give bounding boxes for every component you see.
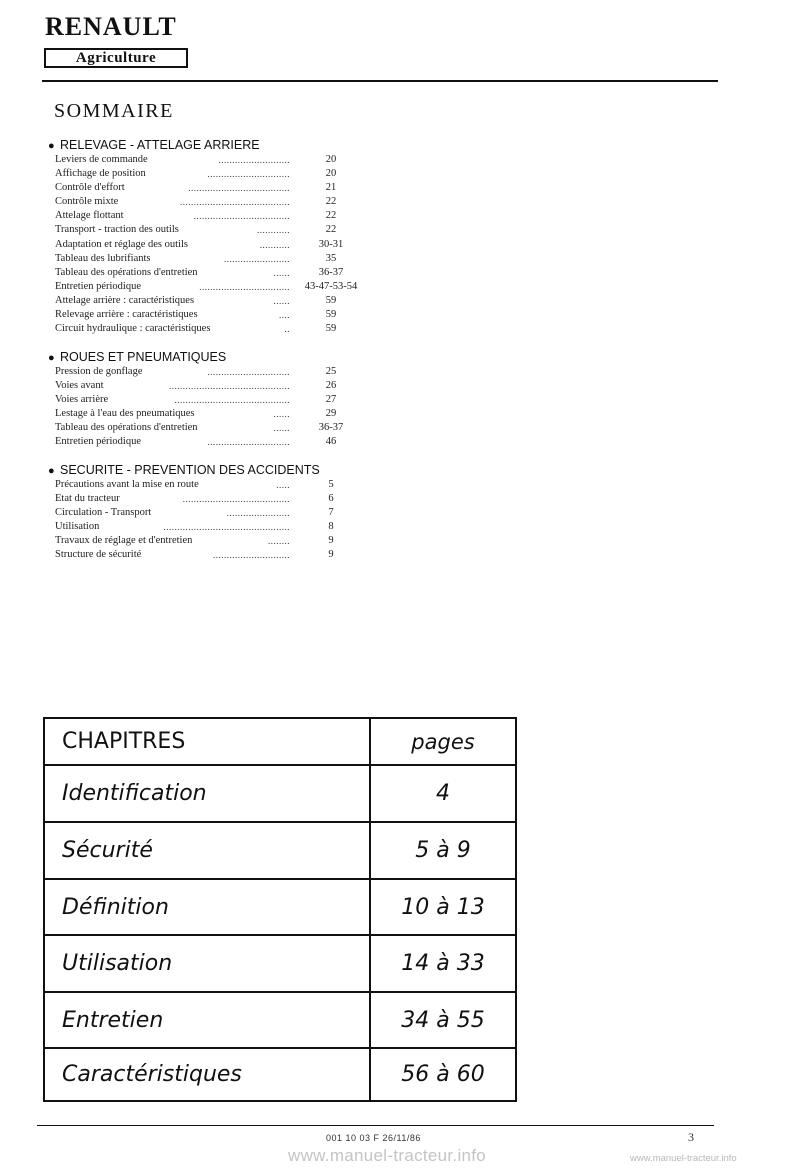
- toc-leader-dots: ..............................: [207, 437, 290, 448]
- toc-entry[interactable]: [48, 238, 348, 252]
- toc-entry-label: Circuit hydraulique : caractéristiques: [55, 323, 211, 335]
- toc-entry-label: Transport - traction des outils: [55, 224, 179, 236]
- toc-leader-dots: ........................: [224, 253, 290, 264]
- bullet-icon: ●: [48, 140, 55, 152]
- toc-entry-page: 27: [325, 394, 337, 406]
- toc-entry[interactable]: [48, 209, 348, 223]
- toc-leader-dots: ......: [273, 423, 290, 434]
- toc-entry-label: Précautions avant la mise en route: [55, 479, 199, 490]
- section-heading: ● ROUES ET PNEUMATIQUES: [48, 350, 227, 364]
- toc-entry-label: Entretien périodique: [55, 436, 142, 448]
- toc-entry-page: 43-47-53-54: [304, 280, 358, 292]
- toc-entry-label: Lestage à l'eau des pneumatiques: [55, 408, 195, 420]
- toc-entry-page: 29: [325, 408, 337, 420]
- toc-entry-label: Adaptation et réglage des outils: [55, 238, 188, 250]
- toc-entry[interactable]: [48, 181, 348, 195]
- toc-entry-page: 25: [325, 366, 337, 377]
- toc-entry-label: Affichage de position: [55, 168, 146, 180]
- toc-entry[interactable]: [48, 506, 348, 520]
- toc-entry-page: 5: [328, 479, 334, 490]
- toc-entry[interactable]: [48, 520, 348, 534]
- toc-leader-dots: ..: [284, 324, 290, 335]
- toc-entry[interactable]: [48, 266, 348, 280]
- toc-entry[interactable]: [48, 223, 348, 237]
- footer-rule: [37, 1125, 714, 1126]
- toc-entry-label: Etat du tracteur: [55, 493, 120, 505]
- chapter-name: Entretien: [45, 993, 371, 1047]
- chapter-pages: 4: [436, 781, 450, 806]
- toc-entry-label: Structure de sécurité: [55, 549, 142, 561]
- toc-entry-label: Relevage arrière : caractéristiques: [55, 309, 198, 321]
- toc-entry[interactable]: [48, 421, 348, 435]
- toc-entry[interactable]: [48, 365, 348, 379]
- toc-entry-label: Voies arrière: [55, 394, 109, 406]
- toc-entry[interactable]: [48, 548, 348, 562]
- toc-entry-page: 22: [325, 224, 337, 236]
- brand-division-box: Agriculture: [44, 48, 188, 68]
- toc-entry-label: Contrôle d'effort: [55, 182, 125, 194]
- watermark-url-small[interactable]: www.manuel-tracteur.info: [630, 1153, 737, 1164]
- toc-entry-page: 20: [325, 154, 337, 165]
- page-number: 3: [688, 1130, 694, 1144]
- toc-leader-dots: ......: [273, 295, 290, 306]
- toc-entry-label: Attelage arrière : caractéristiques: [55, 294, 195, 306]
- toc-leader-dots: ..............................: [207, 169, 290, 180]
- toc-entry[interactable]: [48, 308, 348, 322]
- toc-entry-page: 30-31: [318, 238, 344, 250]
- section-heading: ● SECURITE - PREVENTION DES ACCIDENTS: [48, 463, 320, 477]
- summary-title: SOMMAIRE: [54, 100, 174, 122]
- chapter-pages: 5 à 9: [415, 838, 471, 863]
- toc-entry-label: Tableau des opérations d'entretien: [55, 422, 198, 434]
- toc-entry-page: 59: [325, 294, 337, 306]
- toc-entry[interactable]: [48, 393, 348, 407]
- toc-entry-label: Tableau des opérations d'entretien: [55, 266, 198, 278]
- document-reference: 001 10 03 F 26/11/86: [326, 1133, 421, 1143]
- toc-entry-page: 46: [325, 436, 337, 448]
- toc-entry[interactable]: [48, 407, 348, 421]
- toc-leader-dots: ............................: [213, 550, 290, 561]
- toc-leader-dots: ............: [257, 225, 290, 236]
- chapter-name: Sécurité: [45, 823, 371, 878]
- chapter-name: Identification: [45, 766, 371, 821]
- toc-entry-label: Pression de gonflage: [55, 366, 143, 377]
- toc-entry-page: 26: [325, 380, 337, 392]
- toc-entry-label: Circulation - Transport: [55, 507, 152, 519]
- toc-entry[interactable]: [48, 252, 348, 266]
- chapter-row-identification[interactable]: [45, 766, 515, 823]
- toc-entry-label: Attelage flottant: [55, 210, 124, 222]
- toc-leader-dots: .....................................: [188, 183, 290, 194]
- toc-entry[interactable]: [48, 153, 348, 167]
- toc-entry[interactable]: [48, 294, 348, 308]
- toc-entry-page: 6: [328, 493, 334, 505]
- header-rule: [42, 80, 718, 82]
- toc-entry[interactable]: [48, 492, 348, 506]
- toc-leader-dots: .......................: [226, 508, 290, 519]
- chapter-row-caracteristiques[interactable]: [45, 1049, 515, 1100]
- chapter-pages: 14 à 33: [401, 951, 485, 976]
- toc-entry-label: Tableau des lubrifiants: [55, 252, 151, 264]
- toc-entry[interactable]: [48, 167, 348, 181]
- chapter-row-utilisation[interactable]: [45, 936, 515, 993]
- toc-entry-label: Leviers de commande: [55, 154, 148, 165]
- toc-leader-dots: ...................................: [193, 211, 290, 222]
- toc-leader-dots: ............................................: [169, 381, 290, 392]
- section-roues: [48, 349, 348, 450]
- toc-entry[interactable]: [48, 379, 348, 393]
- toc-leader-dots: .......................................: [182, 494, 290, 505]
- toc-leader-dots: ........................................: [180, 197, 290, 208]
- toc-entry-page: 7: [328, 507, 334, 519]
- chapter-row-entretien[interactable]: [45, 993, 515, 1049]
- bullet-icon: ●: [48, 352, 55, 364]
- chapters-table: [43, 717, 517, 1102]
- watermark-url[interactable]: www.manuel-tracteur.info: [288, 1146, 487, 1165]
- toc-entry[interactable]: [48, 478, 348, 492]
- toc-leader-dots: ..........................................: [174, 395, 290, 406]
- chapter-pages: 34 à 55: [401, 1007, 485, 1033]
- chapter-pages: 56 à 60: [401, 1062, 485, 1087]
- toc-entry-page: 59: [325, 323, 337, 335]
- toc-entry-page: 20: [325, 168, 337, 180]
- section-relevage: [48, 137, 358, 336]
- toc-leader-dots: ..........................: [218, 155, 290, 165]
- toc-leader-dots: .....: [276, 480, 290, 490]
- toc-leader-dots: ........: [268, 536, 290, 547]
- toc-entry[interactable]: [48, 534, 348, 548]
- toc-entry-label: Voies avant: [55, 380, 104, 392]
- chapter-pages: 10 à 13: [401, 894, 485, 920]
- bullet-icon: ●: [48, 465, 55, 477]
- toc-leader-dots: ...........: [259, 239, 290, 250]
- chapters-header-row: [45, 719, 515, 766]
- toc-leader-dots: ....: [279, 310, 290, 321]
- toc-entry-label: Utilisation: [55, 521, 100, 533]
- brand-name: RENAULT: [45, 12, 177, 41]
- toc-entry-page: 22: [325, 210, 337, 222]
- toc-entry-page: 8: [328, 521, 334, 533]
- toc-entry[interactable]: [48, 435, 348, 449]
- chapter-name: Caractéristiques: [45, 1049, 371, 1100]
- toc-leader-dots: .................................: [199, 281, 290, 292]
- toc-leader-dots: ..............................: [207, 367, 290, 377]
- toc-leader-dots: ..............................................: [163, 522, 290, 533]
- chapter-name: Définition: [45, 880, 371, 934]
- chapter-row-securite[interactable]: [45, 823, 515, 880]
- toc-entry-page: 36-37: [318, 422, 344, 434]
- toc-entry-page: 21: [325, 182, 337, 194]
- toc-leader-dots: ......: [273, 409, 290, 420]
- toc-entry-label: Contrôle mixte: [55, 196, 119, 208]
- toc-leader-dots: ......: [273, 267, 290, 278]
- toc-entry[interactable]: [48, 195, 348, 209]
- section-securite: [48, 462, 348, 563]
- toc-entry[interactable]: [48, 280, 358, 294]
- chapter-row-definition[interactable]: [45, 880, 515, 936]
- toc-entry-page: 35: [325, 252, 337, 264]
- toc-entry-page: 22: [325, 196, 337, 208]
- chapter-name: Utilisation: [45, 936, 371, 991]
- toc-entry[interactable]: [48, 322, 348, 336]
- chapters-header-label: CHAPITRES: [45, 719, 371, 764]
- section-heading: ● RELEVAGE - ATTELAGE ARRIERE: [48, 138, 260, 152]
- toc-entry-page: 36-37: [318, 266, 344, 278]
- toc-entry-label: Entretien périodique: [55, 280, 142, 292]
- toc-entry-page: 9: [328, 535, 334, 547]
- toc-entry-label: Travaux de réglage et d'entretien: [55, 535, 193, 547]
- toc-entry-page: 59: [325, 309, 337, 321]
- toc-entry-page: 9: [328, 549, 334, 561]
- chapters-header-pages: pages: [411, 729, 475, 754]
